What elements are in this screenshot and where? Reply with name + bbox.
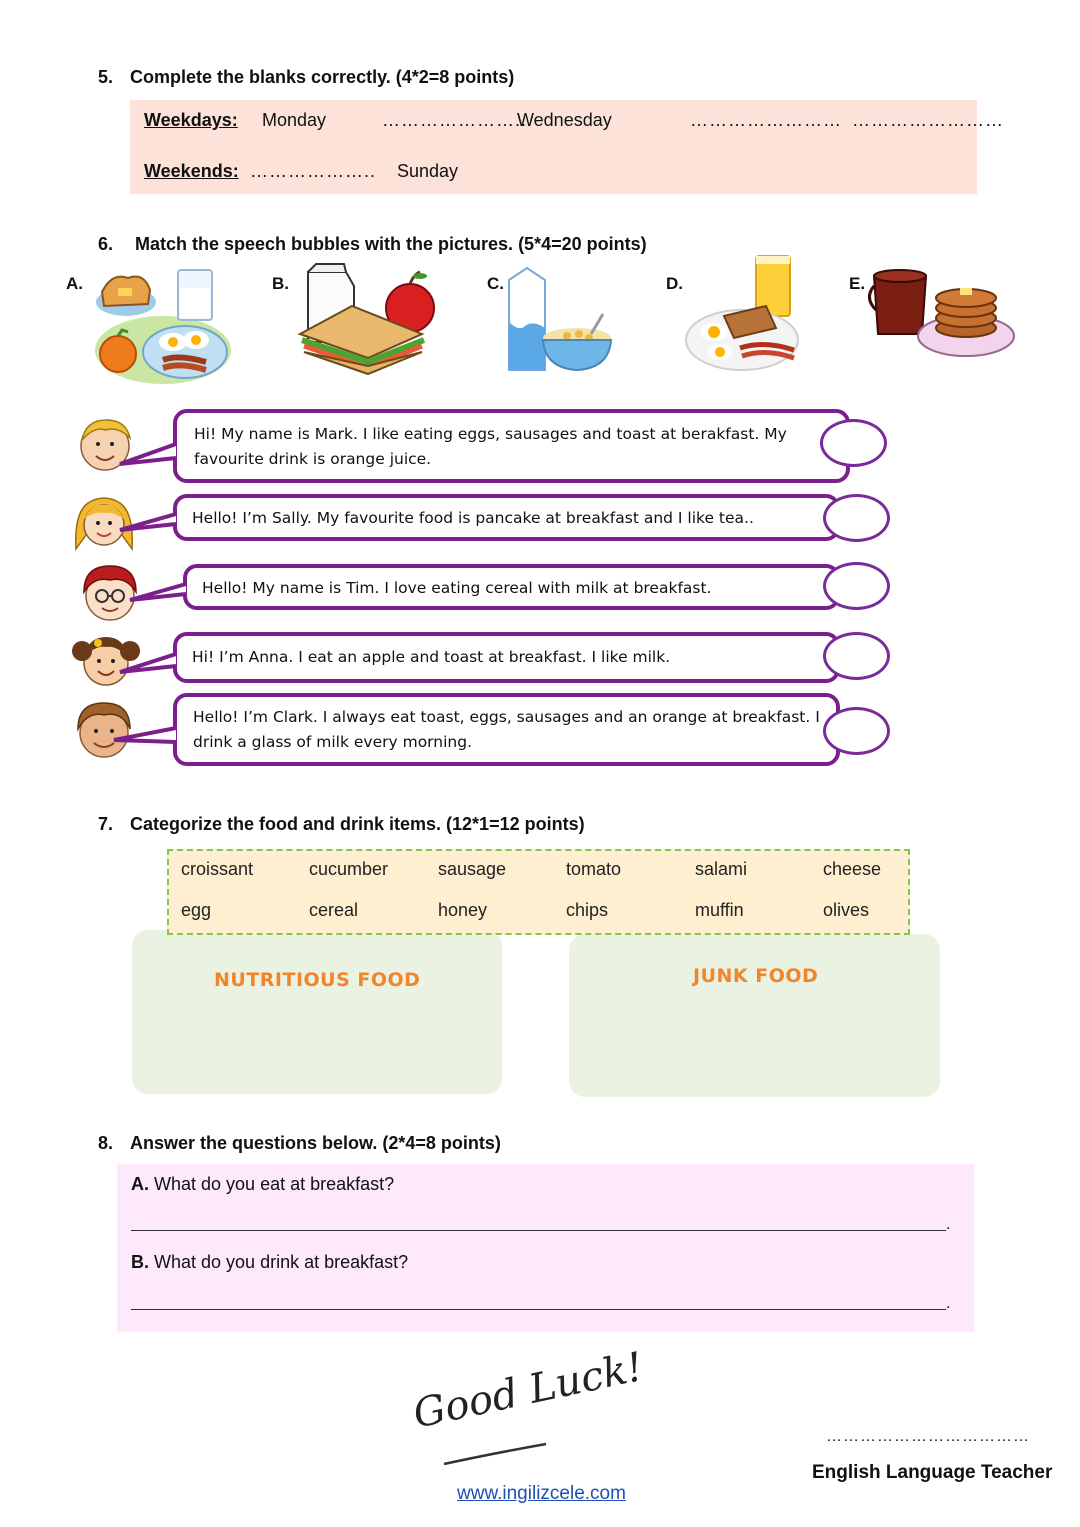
- q6-title: 6. Match the speech bubbles with the pictures. (5*4=20 points): [98, 234, 647, 254]
- answer-dot-a: .: [946, 1216, 951, 1233]
- picture-label-e: E.: [849, 274, 866, 293]
- q8-title: 8. Answer the questions below. (2*4=8 points): [98, 1133, 501, 1153]
- blank-4[interactable]: ………………..: [250, 161, 377, 181]
- good-luck-text: Good Luck!: [409, 1343, 648, 1438]
- word-cheese: cheese: [823, 859, 882, 879]
- junk-food-title: JUNK FOOD: [693, 965, 819, 987]
- good-luck-underline: [440, 1440, 550, 1470]
- picture-label-b: B.: [272, 274, 289, 293]
- bubble-text-3: Hello! My name is Tim. I love eating cereal with milk at breakfast.: [202, 579, 712, 597]
- weekdays-label: Weekdays:: [144, 110, 238, 130]
- q7-title: 7. Categorize the food and drink items. (12*1=12 points): [98, 814, 585, 834]
- answer-line-b[interactable]: [131, 1309, 946, 1310]
- word-muffin: muffin: [695, 900, 744, 920]
- word-bank: [167, 849, 910, 935]
- breakfast-picture-b: [292, 262, 440, 377]
- word-salami: salami: [695, 859, 748, 879]
- question-a: A. What do you eat at breakfast?: [131, 1174, 395, 1194]
- blank-1[interactable]: …………………..: [382, 110, 528, 130]
- answer-circle-2[interactable]: [823, 494, 890, 542]
- breakfast-picture-e: [868, 264, 1018, 364]
- word-egg: egg: [181, 900, 212, 920]
- website-link[interactable]: www.ingilizcele.com: [457, 1483, 626, 1504]
- bubble-text-5: Hello! I’m Clark. I always eat toast, eggs, sausages and an orange at breakfast. I drink a glass of milk every morning.: [193, 708, 820, 751]
- word-cucumber: cucumber: [309, 859, 389, 879]
- picture-label-c: C.: [487, 274, 504, 293]
- bubble-tail-2: [118, 508, 178, 534]
- signature-dots: ………………………………: [826, 1428, 1030, 1445]
- teacher-label: English Language Teacher: [812, 1462, 1053, 1483]
- question-b: B. What do you drink at breakfast?: [131, 1252, 409, 1272]
- answer-dot-b: .: [946, 1295, 951, 1312]
- bubble-tail-1: [118, 436, 178, 472]
- picture-label-d: D.: [666, 274, 683, 293]
- blank-2[interactable]: ……………………: [690, 110, 842, 130]
- nutritious-food-title: NUTRITIOUS FOOD: [214, 969, 421, 991]
- word-honey: honey: [438, 900, 488, 920]
- answer-circle-4[interactable]: [823, 632, 890, 680]
- blank-3[interactable]: ……………………: [852, 110, 1004, 130]
- word-cereal: cereal: [309, 900, 359, 920]
- answer-circle-5[interactable]: [823, 707, 890, 755]
- word-croissant: croissant: [181, 859, 254, 879]
- bubble-text-4: Hi! I’m Anna. I eat an apple and toast at breakfast. I like milk.: [192, 648, 671, 666]
- bubble-text-1: Hi! My name is Mark. I like eating eggs, sausages and toast at berakfast. My favourite drink is orange juice.: [194, 425, 787, 468]
- bubble-tail-3: [128, 578, 188, 604]
- bubble-tail-4: [118, 648, 178, 676]
- day-monday: Monday: [262, 110, 327, 130]
- breakfast-picture-c: [505, 262, 615, 374]
- bubble-text-2: Hello! I’m Sally. My favourite food is pancake at breakfast and I like tea..: [192, 509, 754, 527]
- day-wednesday: Wednesday: [517, 110, 612, 130]
- weekends-label: Weekends:: [144, 161, 239, 181]
- word-chips: chips: [566, 900, 609, 920]
- bubble-tail-5: [112, 722, 178, 750]
- picture-label-a: A.: [66, 274, 83, 293]
- answer-circle-1[interactable]: [820, 419, 887, 467]
- word-tomato: tomato: [566, 859, 622, 879]
- answer-line-a[interactable]: [131, 1230, 946, 1231]
- nutritious-food-box[interactable]: [132, 930, 502, 1094]
- breakfast-picture-a: [88, 262, 233, 387]
- answer-circle-3[interactable]: [823, 562, 890, 610]
- word-sausage: sausage: [438, 859, 507, 879]
- word-olives: olives: [823, 900, 870, 920]
- breakfast-picture-d: [684, 252, 804, 374]
- q5-title: 5. Complete the blanks correctly. (4*2=8 points): [98, 67, 515, 87]
- junk-food-box[interactable]: [569, 934, 940, 1097]
- day-sunday: Sunday: [397, 161, 459, 181]
